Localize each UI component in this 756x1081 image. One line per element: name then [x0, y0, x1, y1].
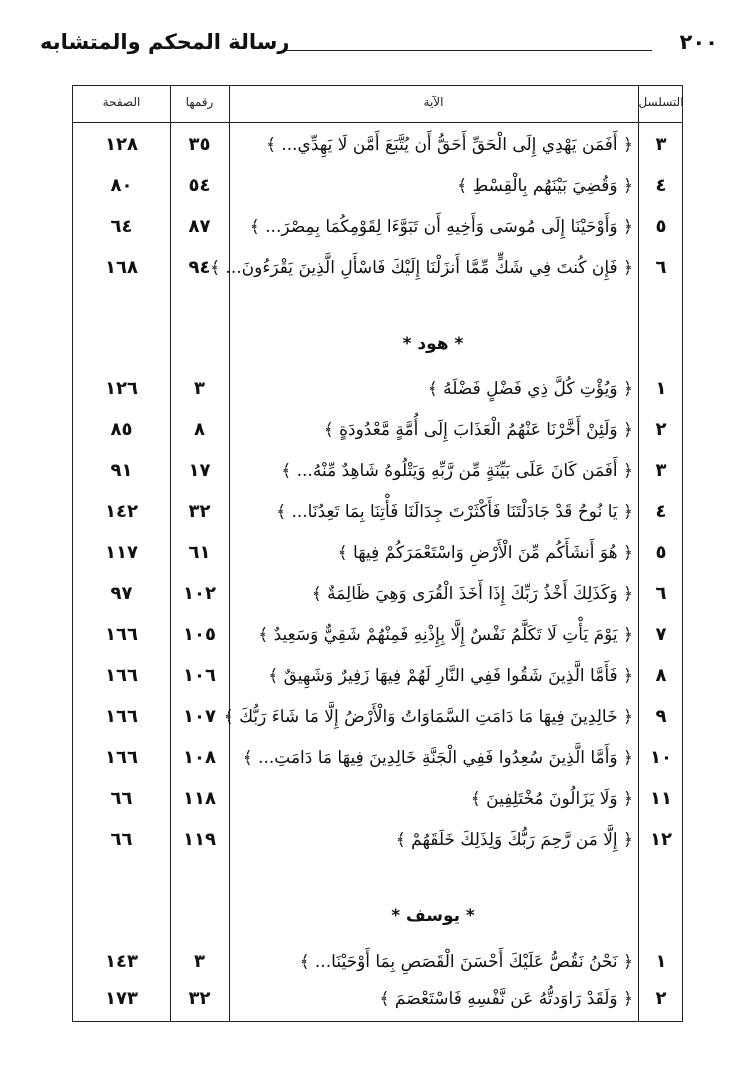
- serial-cell: ١٠: [650, 747, 672, 768]
- page-cell: ١٦٦: [105, 665, 138, 686]
- page-cell: ١٦٦: [105, 706, 138, 727]
- verse-number-cell: ٣٢: [188, 501, 211, 522]
- verse-number-cell: ٩٤: [188, 257, 211, 278]
- book-title: رسالة المحكم والمتشابه: [40, 30, 290, 54]
- page-cell: ٦٦: [110, 788, 133, 809]
- table-row: [73, 456, 684, 486]
- verse-number-cell: ٣٢: [188, 988, 211, 1009]
- verse-cell: ﴿ وَقُضِيَ بَيْنَهُم بِالْقِسْطِ ﴾: [457, 176, 633, 196]
- column-header-verse: الآية: [423, 95, 444, 109]
- verse-cell: ﴿ وَيُؤْتِ كُلَّ ذِي فَضْلٍ فَضْلَهُ ﴾: [427, 379, 633, 399]
- verse-cell: ﴿ نَحْنُ نَقُصُّ عَلَيْكَ أَحْسَنَ الْقَصَصِ بِمَا أَوْحَيْنَا... ﴾: [299, 952, 633, 972]
- verse-number-cell: ١٠٨: [183, 747, 216, 768]
- page-cell: ١٤٢: [105, 501, 138, 522]
- verse-cell: ﴿ فَإِن كُنتَ فِي شَكٍّ مِّمَّا أَنزَلْنَا إِلَيْكَ فَاسْأَلِ الَّذِينَ يَقْرَءُونَ... ﴾: [210, 258, 633, 278]
- table-row: [73, 415, 684, 445]
- section-title-hud: * هود *: [402, 334, 464, 354]
- table-row: [73, 497, 684, 527]
- verse-cell: ﴿ هُوَ أَنشَأَكُم مِّنَ الْأَرْضِ وَاسْتَعْمَرَكُمْ فِيهَا ﴾: [337, 543, 633, 563]
- serial-cell: ٣: [655, 460, 667, 481]
- table-row: [73, 212, 684, 242]
- verse-number-cell: ٨: [194, 419, 205, 440]
- verse-cell: ﴿ وَلَا يَزَالُونَ مُخْتَلِفِينَ ﴾: [470, 789, 633, 809]
- serial-cell: ٣: [655, 134, 667, 155]
- verse-cell: ﴿ وَكَذَلِكَ أَخْذُ رَبِّكَ إِذَا أَخَذَ الْقُرَى وَهِيَ ظَالِمَةٌ ﴾: [311, 584, 633, 604]
- serial-cell: ٩: [655, 706, 667, 727]
- page-cell: ٩٧: [110, 583, 133, 604]
- page-cell: ٩١: [110, 460, 133, 481]
- verse-cell: ﴿ وَأَمَّا الَّذِينَ سُعِدُوا فَفِي الْجَنَّةِ خَالِدِينَ فِيهَا مَا دَامَتِ... ﴾: [242, 748, 633, 768]
- serial-cell: ٤: [655, 175, 667, 196]
- table-row: [73, 743, 684, 773]
- verse-number-cell: ١١٨: [183, 788, 216, 809]
- verse-number-cell: ١٧: [188, 460, 211, 481]
- verse-number-cell: ١٠٧: [183, 706, 216, 727]
- serial-cell: ٢: [655, 419, 667, 440]
- page-cell: ١١٧: [105, 542, 138, 563]
- serial-cell: ١: [655, 378, 667, 399]
- verse-cell: ﴿ أَفَمَن كَانَ عَلَى بَيِّنَةٍ مِّن رَّبِّهِ وَيَتْلُوهُ شَاهِدٌ مِّنْهُ... ﴾: [281, 461, 633, 481]
- verse-number-cell: ٣: [194, 951, 205, 972]
- verse-cell: ﴿ فَأَمَّا الَّذِينَ شَقُوا فَفِي النَّارِ لَهُمْ فِيهَا زَفِيرٌ وَشَهِيقٌ ﴾: [268, 666, 633, 686]
- page-cell: ٦٦: [110, 829, 133, 850]
- serial-cell: ٨: [655, 665, 667, 686]
- page-cell: ٦٤: [110, 216, 133, 237]
- page-number: ٢٠٠: [679, 30, 718, 54]
- verse-number-cell: ٣: [194, 378, 205, 399]
- verse-number-cell: ٥٤: [188, 175, 211, 196]
- verse-cell: ﴿ وَلَئِنْ أَخَّرْنَا عَنْهُمُ الْعَذَابَ إِلَى أُمَّةٍ مَّعْدُودَةٍ ﴾: [323, 420, 633, 440]
- verse-cell: ﴿ أَفَمَن يَهْدِي إِلَى الْحَقِّ أَحَقُّ أَن يُتَّبَعَ أَمَّن لَا يَهِدِّي... ﴾: [265, 135, 633, 155]
- table-row: [73, 947, 684, 977]
- column-header-serial: التسلسل: [638, 95, 684, 109]
- table-row: [73, 620, 684, 650]
- serial-cell: ٥: [655, 542, 667, 563]
- verse-number-cell: ١٠٢: [183, 583, 216, 604]
- page-cell: ١٦٨: [105, 257, 138, 278]
- table-row: [73, 984, 684, 1014]
- page-cell: ٨٠: [110, 175, 133, 196]
- table-row: [73, 661, 684, 691]
- table-row: [73, 253, 684, 283]
- table-row: [73, 538, 684, 568]
- verse-cell: ﴿ يَوْمَ يَأْتِ لَا تَكَلَّمُ نَفْسٌ إِلَّا بِإِذْنِهِ فَمِنْهُمْ شَقِيٌّ وَسَعِيدٌ ﴾: [258, 625, 633, 645]
- page-header: [40, 26, 718, 66]
- verse-number-cell: ٣٥: [188, 134, 211, 155]
- serial-cell: ١٢: [650, 829, 672, 850]
- serial-cell: ٥: [655, 216, 667, 237]
- verse-cell: ﴿ وَلَقَدْ رَاوَدتُّهُ عَن نَّفْسِهِ فَاسْتَعْصَمَ ﴾: [379, 989, 633, 1009]
- verse-number-cell: ١١٩: [183, 829, 216, 850]
- serial-cell: ٧: [655, 624, 667, 645]
- serial-cell: ١١: [650, 788, 672, 809]
- page-cell: ١٧٣: [105, 988, 138, 1009]
- table-row: [73, 171, 684, 201]
- page-cell: ١٦٦: [105, 624, 138, 645]
- verse-number-cell: ١٠٥: [183, 624, 216, 645]
- serial-cell: ٦: [655, 583, 667, 604]
- serial-cell: ٤: [655, 501, 667, 522]
- header-rule: [286, 50, 652, 51]
- serial-cell: ٢: [655, 988, 667, 1009]
- verse-cell: ﴿ يَا نُوحُ قَدْ جَادَلْتَنَا فَأَكْثَرْتَ جِدَالَنَا فَأْتِنَا بِمَا تَعِدُنَا... ﴾: [276, 502, 633, 522]
- verse-number-cell: ٦١: [188, 542, 211, 563]
- verse-number-cell: ٨٧: [188, 216, 211, 237]
- page-cell: ٨٥: [110, 419, 133, 440]
- table-row: [73, 784, 684, 814]
- verse-cell: ﴿ إِلَّا مَن رَّحِمَ رَبُّكَ وَلِذَلِكَ خَلَقَهُمْ ﴾: [395, 830, 633, 850]
- serial-cell: ٦: [655, 257, 667, 278]
- verse-index-table: [72, 85, 683, 1022]
- table-row: [73, 702, 684, 732]
- table-row: [73, 579, 684, 609]
- table-row: [73, 825, 684, 855]
- page-cell: ١٢٦: [105, 378, 138, 399]
- page-cell: ١٦٦: [105, 747, 138, 768]
- serial-cell: ١: [655, 951, 667, 972]
- column-header-number: رقمها: [185, 95, 214, 109]
- verse-cell: ﴿ خَالِدِينَ فِيهَا مَا دَامَتِ السَّمَاوَاتُ وَالْأَرْضُ إِلَّا مَا شَاءَ رَبُّكَ ﴾: [223, 707, 633, 727]
- verse-number-cell: ١٠٦: [183, 665, 216, 686]
- page-cell: ١٤٣: [105, 951, 138, 972]
- verse-cell: ﴿ وَأَوْحَيْنَا إِلَى مُوسَى وَأَخِيهِ أَن تَبَوَّءَا لِقَوْمِكُمَا بِمِصْرَ... ﴾: [249, 217, 633, 237]
- column-header-page: الصفحة: [102, 95, 141, 109]
- table-row: [73, 374, 684, 404]
- page-cell: ١٢٨: [105, 134, 138, 155]
- section-title-yusuf: * يوسف *: [391, 906, 475, 926]
- table-row: [73, 130, 684, 160]
- header-divider: [73, 122, 682, 123]
